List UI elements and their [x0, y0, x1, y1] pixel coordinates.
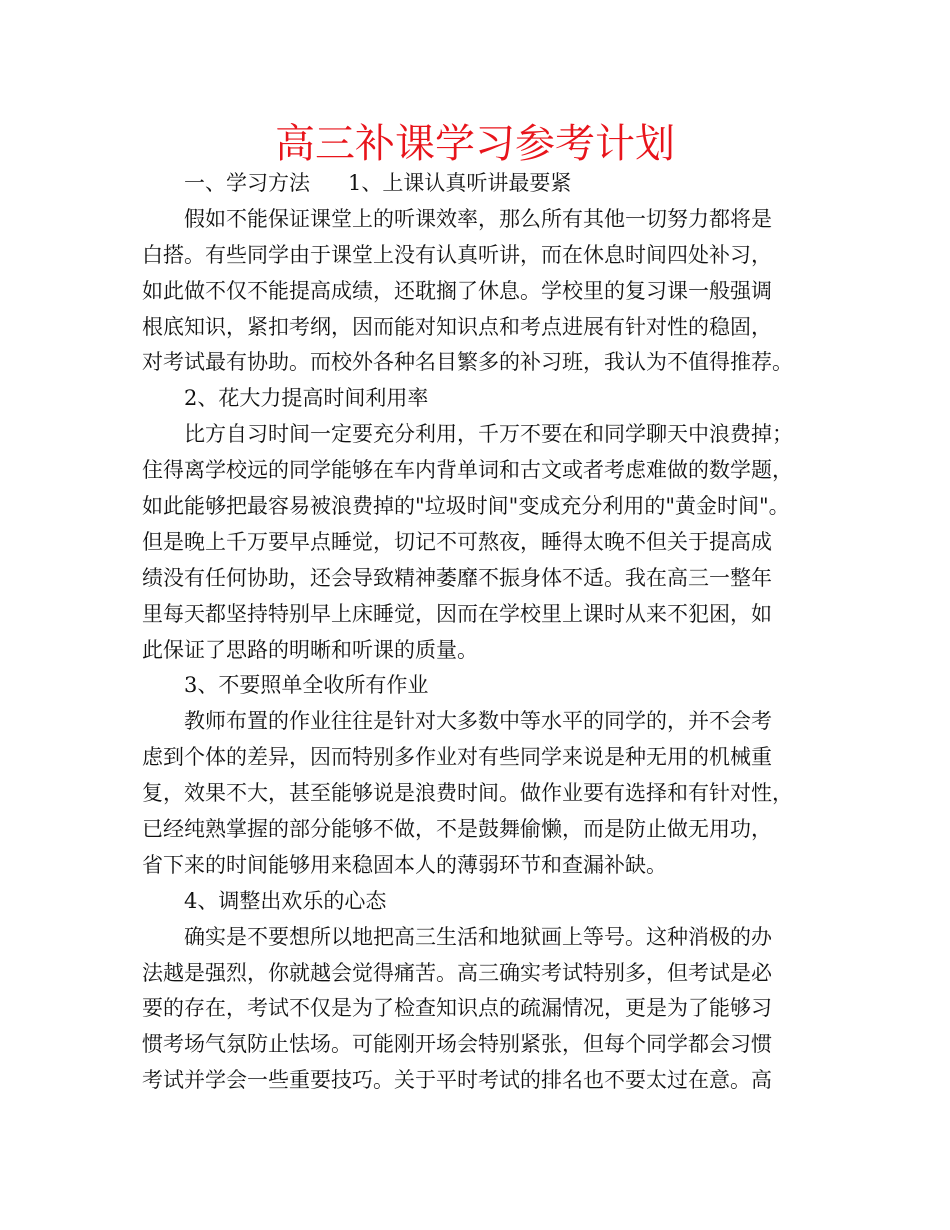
text-line	[142, 381, 824, 417]
text-line	[142, 1027, 824, 1063]
text-line-content: 惯考场气氛防止怯场。可能刚开场会特别紧张，但每个同学都会习惯	[142, 1032, 772, 1057]
text-line	[142, 453, 824, 489]
text-line-content: 虑到个体的差异，因而特别多作业对有些同学来说是种无用的机械重	[142, 745, 772, 770]
text-line-content: 要的存在，考试不仅是为了检查知识点的疏漏情况，更是为了能够习	[142, 996, 772, 1021]
text-line-content: 假如不能保证课堂上的听课效率，那么所有其他一切努力都将是	[184, 206, 772, 231]
text-line-content: 比方自习时间一定要充分利用，千万不要在和同学聊天中浪费掉；	[184, 422, 793, 447]
text-line-content: 根底知识，紧扣考纲，因而能对知识点和考点进展有针对性的稳固，	[142, 314, 772, 339]
text-line-content: 住得离学校远的同学能够在车内背单词和古文或者考虑难做的数学题，	[142, 458, 793, 483]
text-line	[142, 202, 824, 238]
text-line	[142, 633, 824, 669]
text-line-content: 法越是强烈，你就越会觉得痛苦。高三确实考试特别多，但考试是必	[142, 960, 772, 985]
text-line	[142, 776, 824, 812]
text-line	[142, 489, 824, 525]
text-line	[142, 238, 824, 274]
text-line-content: 如此做不仅不能提高成绩，还耽搁了休息。学校里的复习课一般强调	[142, 278, 772, 303]
text-line-content: 但是晚上千万要早点睡觉，切记不可熬夜，睡得太晚不但关于提高成	[142, 529, 772, 554]
text-line-content: 已经纯熟掌握的部分能够不做，不是鼓舞偷懒，而是防止做无用功，	[142, 817, 772, 842]
text-line-content: 如此能够把最容易被浪费掉的"垃圾时间"变成充分利用的"黄金时间"。	[142, 494, 790, 519]
text-line-content: 复，效果不大，甚至能够说是浪费时间。做作业要有选择和有针对性，	[142, 781, 793, 806]
text-line-content: 确实是不要想所以地把高三生活和地狱画上等号。这种消极的办	[184, 924, 772, 949]
text-line	[142, 668, 824, 704]
text-line	[142, 704, 824, 740]
text-line	[142, 991, 824, 1027]
text-line	[142, 525, 824, 561]
text-line	[142, 274, 824, 310]
text-line	[142, 310, 824, 346]
text-line-content: 2、花大力提高时间利用率	[184, 386, 429, 411]
text-line-content: 里每天都坚持特别早上床睡觉，因而在学校里上课时从来不犯困，如	[142, 601, 772, 626]
text-line-content: 省下来的时间能够用来稳固本人的薄弱环节和查漏补缺。	[142, 852, 667, 877]
document-title: 高三补课学习参考计划	[275, 121, 675, 167]
text-line	[142, 1063, 824, 1099]
text-line	[142, 884, 824, 920]
text-line-content: 对考试最有协助。而校外各种名目繁多的补习班，我认为不值得推荐。	[142, 350, 793, 375]
text-line	[142, 561, 824, 597]
text-line-content: 白搭。有些同学由于课堂上没有认真听讲，而在休息时间四处补习，	[142, 242, 772, 267]
text-line	[142, 740, 824, 776]
text-line-content: 考试并学会一些重要技巧。关于平时考试的排名也不要太过在意。高	[142, 1068, 772, 1093]
text-line	[142, 848, 824, 884]
text-line-content: 此保证了思路的明晰和听课的质量。	[142, 637, 478, 662]
document-body	[142, 166, 824, 1099]
text-line	[142, 597, 824, 633]
text-line	[142, 345, 824, 381]
text-line-content: 4、调整出欢乐的心态	[184, 888, 387, 913]
text-line	[142, 166, 824, 202]
text-line-content: 一、学习方法	[184, 171, 310, 195]
text-line	[142, 417, 824, 453]
text-line	[142, 920, 824, 956]
subheading-text: 1、上课认真听讲最要紧	[348, 171, 572, 195]
text-line-content: 教师布置的作业往往是针对大多数中等水平的同学的，并不会考	[184, 709, 772, 734]
text-line-content: 绩没有任何协助，还会导致精神萎靡不振身体不适。我在高三一整年	[142, 565, 772, 590]
text-line	[142, 956, 824, 992]
text-line-content: 3、不要照单全收所有作业	[184, 673, 429, 698]
text-line	[142, 812, 824, 848]
